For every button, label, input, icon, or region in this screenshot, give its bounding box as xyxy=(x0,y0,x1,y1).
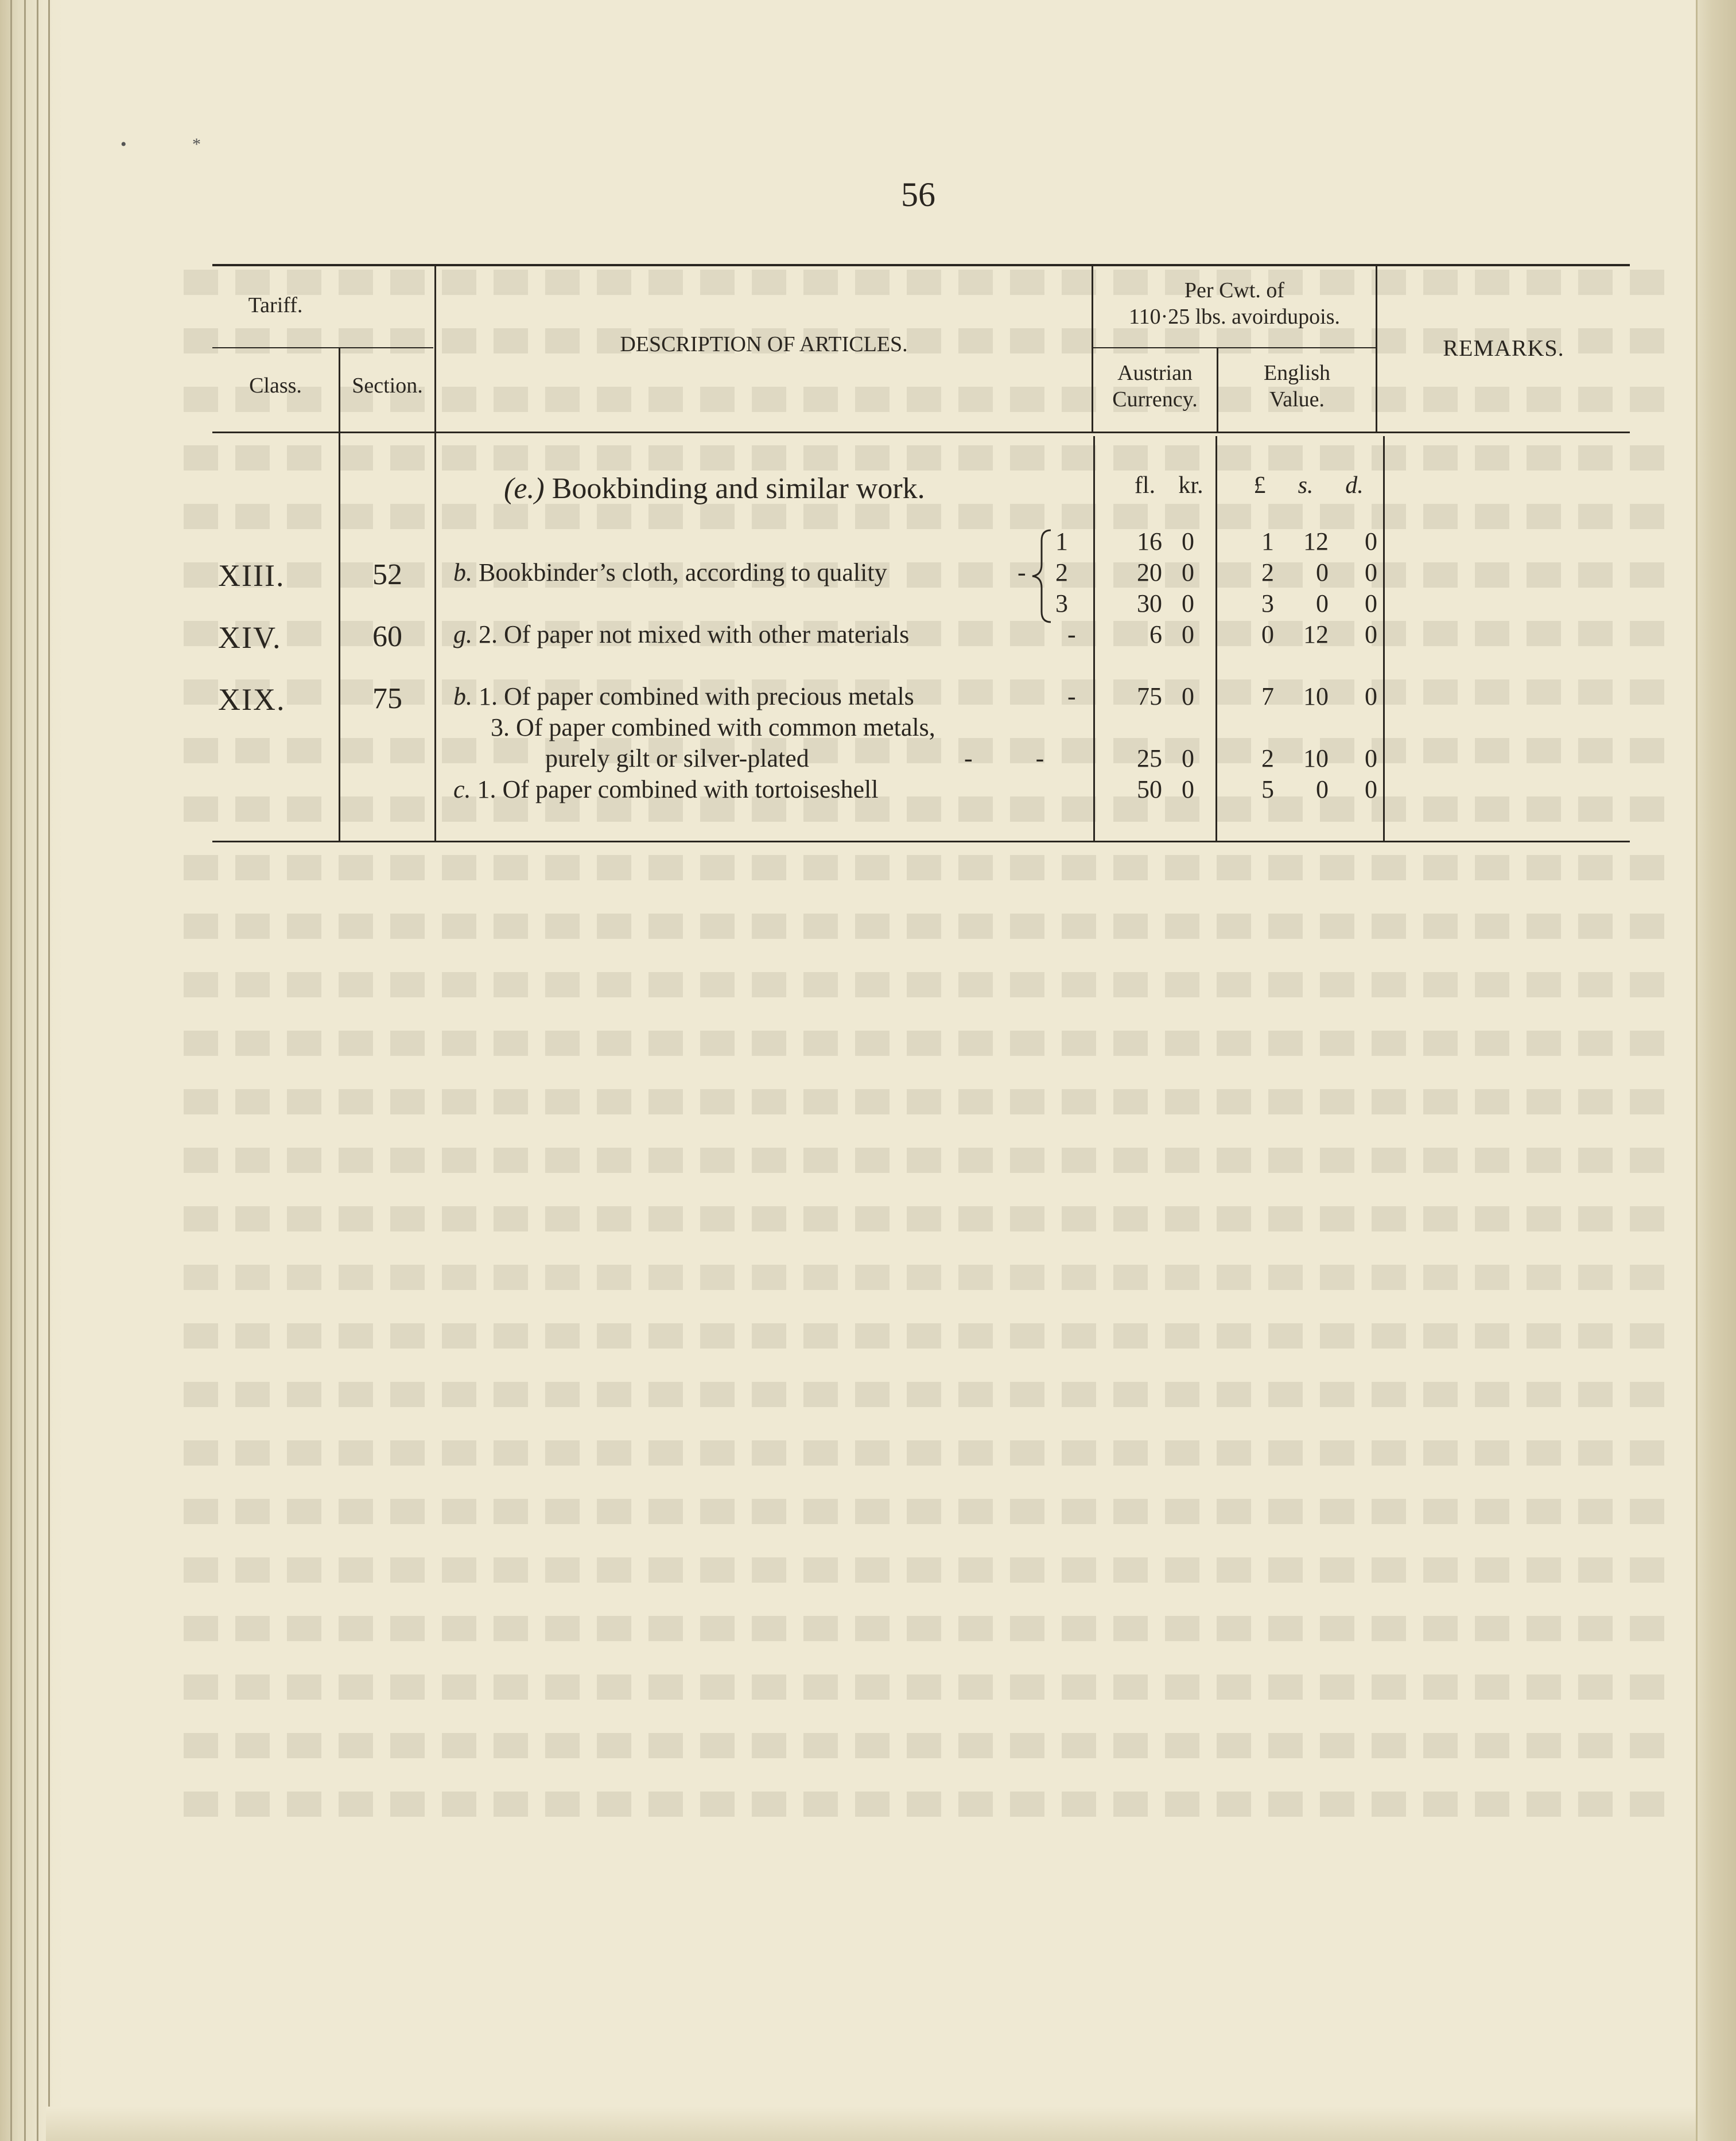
unit-shilling: s. xyxy=(1298,472,1314,499)
book-spine-shadow xyxy=(0,0,63,2141)
kreuzer-value: 0 xyxy=(1182,558,1194,586)
section-heading-title: Bookbinding and similar work. xyxy=(552,472,925,505)
tariff-class: XIV. xyxy=(218,620,282,655)
tariff-header: Tariff. xyxy=(248,293,303,317)
section-header: Section. xyxy=(352,374,423,398)
table-row xyxy=(0,713,1736,747)
page-number: 56 xyxy=(901,176,935,213)
pounds-value: 1 xyxy=(1261,527,1274,555)
per-cwt-header-line1: Per Cwt. of xyxy=(1184,278,1285,302)
shillings-value: 0 xyxy=(1316,775,1329,803)
kreuzer-value: 0 xyxy=(1182,744,1194,772)
bleed-through-text xyxy=(184,270,1664,1876)
quality-grade: 1 xyxy=(1055,527,1068,555)
shillings-value: 0 xyxy=(1316,589,1329,617)
tariff-class: XIX. xyxy=(218,682,286,717)
tariff-section: 75 xyxy=(372,682,402,715)
tariff-subrule xyxy=(212,347,433,348)
description-header: DESCRIPTION OF ARTICLES. xyxy=(620,332,908,356)
florins-value: 25 xyxy=(1137,744,1162,772)
florins-value: 75 xyxy=(1137,682,1162,710)
leader-dash: - xyxy=(1017,558,1026,586)
stray-mark: * xyxy=(192,135,201,154)
section-heading xyxy=(504,472,925,506)
pounds-value: 5 xyxy=(1261,775,1274,803)
pence-value: 0 xyxy=(1365,682,1377,710)
pence-value: 0 xyxy=(1365,589,1377,617)
austrian-currency-header-line1: Austrian xyxy=(1117,361,1193,385)
florins-value: 16 xyxy=(1137,527,1162,555)
leader-dash: - - xyxy=(964,744,1044,772)
class-header: Class. xyxy=(249,374,302,398)
austrian-currency-header-line2: Currency. xyxy=(1112,387,1198,411)
pence-value: 0 xyxy=(1365,558,1377,586)
shillings-value: 10 xyxy=(1303,744,1329,772)
shillings-value: 0 xyxy=(1316,558,1329,586)
pence-value: 0 xyxy=(1365,775,1377,803)
per-cwt-header-line2: 110·25 lbs. avoirdupois. xyxy=(1128,305,1340,329)
article-description: g. 2. Of paper not mixed with other materials xyxy=(453,620,910,648)
pounds-value: 2 xyxy=(1261,558,1274,586)
tariff-section: 52 xyxy=(372,558,402,591)
florins-value: 30 xyxy=(1137,589,1162,617)
article-description: b. 1. Of paper combined with precious metals xyxy=(453,682,914,710)
english-value-header-line1: English xyxy=(1263,361,1331,385)
unit-fl: fl. xyxy=(1134,472,1156,499)
pence-value: 0 xyxy=(1365,620,1377,648)
kreuzer-value: 0 xyxy=(1182,620,1194,648)
page-bottom-edge xyxy=(46,2107,1696,2141)
article-description: 3. Of paper combined with common metals, xyxy=(491,713,935,741)
table-row xyxy=(0,589,1736,623)
english-value-header-line2: Value. xyxy=(1269,387,1325,411)
kreuzer-value: 0 xyxy=(1182,682,1194,710)
florins-value: 6 xyxy=(1149,620,1162,648)
tariff-class: XIII. xyxy=(218,558,285,593)
stray-mark: • xyxy=(121,135,127,154)
pounds-value: 3 xyxy=(1261,589,1274,617)
leader-dash: - xyxy=(1067,682,1076,710)
table-row xyxy=(0,558,1736,592)
header-bottom-rule xyxy=(212,432,1630,433)
florins-value: 50 xyxy=(1137,775,1162,803)
tariff-section: 60 xyxy=(372,620,402,653)
florins-value: 20 xyxy=(1137,558,1162,586)
table-row xyxy=(0,744,1736,778)
kreuzer-value: 0 xyxy=(1182,589,1194,617)
remarks-header: REMARKS. xyxy=(1443,335,1564,361)
kreuzer-value: 0 xyxy=(1182,775,1194,803)
table-top-rule xyxy=(212,264,1630,266)
pounds-value: 7 xyxy=(1261,682,1274,710)
page-right-edge xyxy=(1696,0,1736,2141)
kreuzer-value: 0 xyxy=(1182,527,1194,555)
article-description: purely gilt or silver-plated xyxy=(545,744,809,772)
unit-pence: d. xyxy=(1345,472,1364,499)
table-bottom-rule xyxy=(212,841,1630,842)
table-row xyxy=(0,682,1736,716)
section-heading-label: (e.) xyxy=(504,472,545,505)
leader-dash: - xyxy=(1067,620,1076,648)
quality-grade: 3 xyxy=(1055,589,1068,617)
per-cwt-subrule xyxy=(1092,347,1376,348)
pounds-value: 2 xyxy=(1261,744,1274,772)
pence-value: 0 xyxy=(1365,527,1377,555)
article-description: b. Bookbinder’s cloth, according to quality xyxy=(453,558,887,586)
unit-pound: £ xyxy=(1253,472,1266,499)
shillings-value: 12 xyxy=(1303,620,1329,648)
pence-value: 0 xyxy=(1365,744,1377,772)
table-row xyxy=(0,527,1736,561)
pounds-value: 0 xyxy=(1261,620,1274,648)
quality-grade: 2 xyxy=(1055,558,1068,586)
article-description: c. 1. Of paper combined with tortoiseshell xyxy=(453,775,879,803)
table-row xyxy=(0,620,1736,654)
table-row xyxy=(0,775,1736,809)
unit-kr: kr. xyxy=(1178,472,1203,499)
shillings-value: 12 xyxy=(1303,527,1329,555)
shillings-value: 10 xyxy=(1303,682,1329,710)
